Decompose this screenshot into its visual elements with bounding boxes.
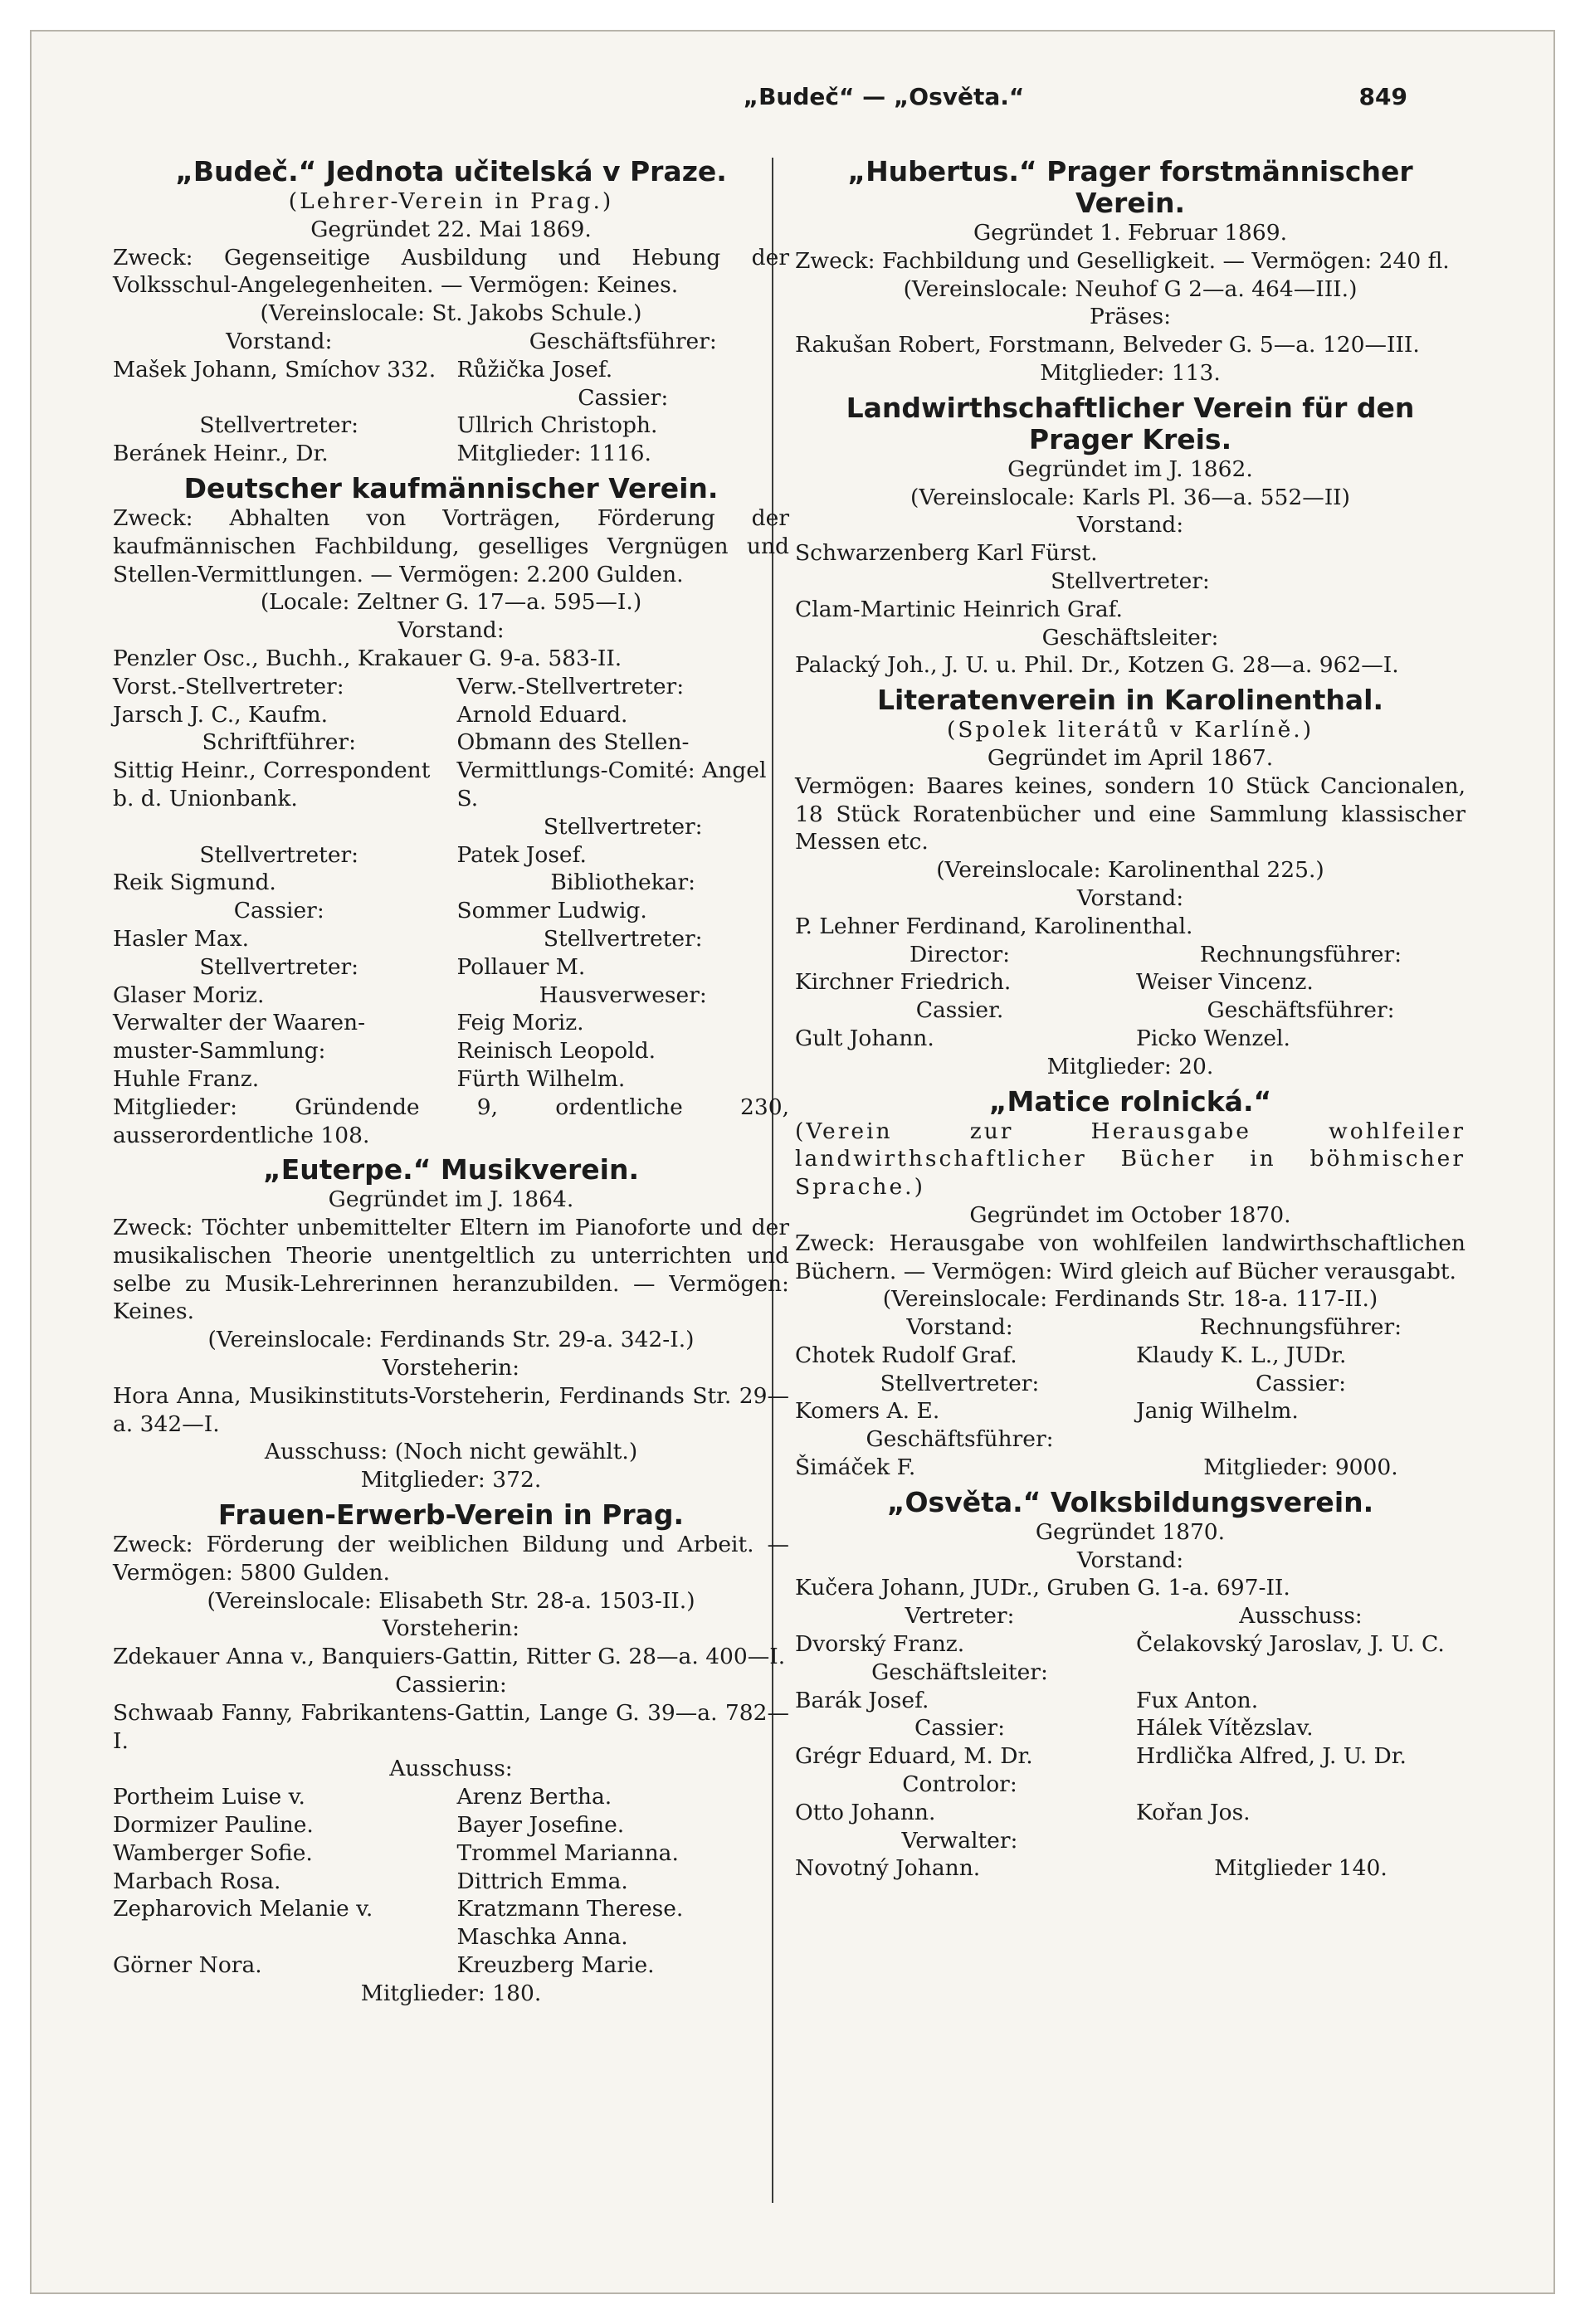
entry-title: „Osvěta.“ Volksbildungsverein.	[886, 1485, 1374, 1518]
entry-person: Rakušan Robert, Forstmann, Belveder G. 5—a. 120—III.	[795, 332, 1420, 358]
table-row	[113, 440, 789, 468]
entry-title: Deutscher kaufmännischer Verein.	[183, 471, 719, 504]
cell-right: Trommel Marianna.	[456, 1839, 679, 1866]
table-row	[113, 1839, 789, 1868]
cell-right: Mitglieder 140.	[1214, 1855, 1387, 1882]
cell-left	[113, 384, 446, 412]
entry-person: Zdekauer Anna v., Banquiers-Gattin, Ritter G. 28—a. 400—I.	[113, 1644, 786, 1670]
entry-mitglieder: Mitglieder: 372.	[360, 1467, 542, 1493]
cell-left: Wamberger Sofie.	[113, 1839, 313, 1866]
cell-right: Fürth Wilhelm.	[456, 1065, 626, 1092]
cell-right: Janig Wilhelm.	[1136, 1398, 1299, 1425]
table-row	[113, 925, 789, 953]
cell-right: Kratzmann Therese. Maschka Anna.	[456, 1896, 684, 1951]
table-row	[113, 1811, 789, 1839]
cell-left: Zepharovich Melanie v.	[113, 1896, 373, 1922]
cell-right: Feig Moriz.	[456, 1010, 584, 1036]
cell-right: Verw.-Stellvertreter:	[456, 673, 685, 699]
vorstand-label: Vorstand:	[1076, 884, 1184, 911]
table-row	[113, 953, 789, 982]
vorstand-label: Vorstand:	[1076, 512, 1184, 538]
entry-title: Landwirthschaftlicher Verein für den Prager Kreis.	[846, 391, 1415, 456]
cell-right: Hausverweser:	[539, 982, 707, 1008]
table-row	[795, 1313, 1466, 1342]
entry-title: „Budeč.“ Jednota učitelská v Praze.	[175, 155, 727, 188]
entry-subtitle: (Lehrer-Verein in Prag.)	[288, 188, 614, 214]
entry-person: Hora Anna, Musikinstituts-Vorsteherin, Ferdinands Str. 29—a. 342—I.	[113, 1382, 789, 1437]
cell-left: muster-Sammlung:	[113, 1038, 326, 1065]
cell-right: Hálek Vítězslav.	[1136, 1715, 1314, 1742]
table-row	[795, 1025, 1466, 1053]
cell-left: Stellvertreter:	[199, 412, 359, 439]
entry-founded: Gegründet 22. Mai 1869.	[310, 216, 592, 242]
running-title: „Budeč“ — „Osvěta.“	[743, 83, 1025, 110]
entry-title: Literatenverein in Karolinenthal.	[877, 684, 1383, 717]
cell-left: Vertreter:	[905, 1603, 1015, 1630]
cell-right: Stellvertreter:	[543, 925, 703, 952]
vorsteherin-label: Vorsteherin:	[382, 1355, 520, 1381]
entry-title: „Hubertus.“ Prager forstmännischer Verein.	[847, 155, 1413, 219]
cell-right: Stellvertreter:	[543, 813, 703, 840]
table-row	[795, 1370, 1466, 1398]
stellvertreter-label: Stellvertreter:	[1051, 568, 1210, 594]
cell-left	[113, 813, 446, 841]
entry-mitglieder: Mitglieder: Gründende 9, ordentliche 230, ausserordentliche 108.	[113, 1094, 789, 1148]
table-row	[113, 841, 789, 870]
cell-right: Hrdlička Alfred, J. U. Dr.	[1136, 1743, 1407, 1770]
cell-right: Reinisch Leopold.	[456, 1038, 656, 1065]
cell-left: Stellvertreter:	[880, 1370, 1040, 1396]
entry-locale: (Vereinslocale: Karolinenthal 225.)	[936, 857, 1324, 884]
cell-right: Fux Anton.	[1136, 1687, 1259, 1713]
cell-right: Sommer Ludwig.	[456, 898, 647, 924]
ausschuss-line: Ausschuss: (Noch nicht gewählt.)	[264, 1439, 638, 1465]
cell-right: Obmann des Stellen-	[456, 729, 690, 756]
entry-subtitle: (Spolek literátů v Karlíně.)	[946, 717, 1314, 743]
table-row	[113, 328, 789, 356]
cell-left: Huhle Franz.	[113, 1065, 260, 1092]
cell-right: Geschäftsführer:	[529, 328, 717, 354]
table-row	[795, 968, 1466, 996]
table-row	[113, 1895, 789, 1951]
cell-left: Grégr Eduard, M. Dr.	[795, 1743, 1033, 1770]
entry-title: „Euterpe.“ Musikverein.	[263, 1153, 639, 1186]
cell-right: Čelakovský Jaroslav, J. U. C.	[1136, 1631, 1445, 1658]
cell-left: Mašek Johann, Smíchov 332.	[113, 356, 436, 382]
entry-founded: Gegründet 1870.	[1035, 1518, 1226, 1545]
cell-left: Dvorský Franz.	[795, 1631, 965, 1658]
table-row	[795, 1630, 1466, 1659]
cell-right: Růžička Josef.	[456, 356, 613, 382]
cell-left: Reik Sigmund.	[113, 870, 276, 896]
cell-right: Cassier:	[1255, 1370, 1347, 1396]
ausschuss-label: Ausschuss:	[389, 1756, 513, 1782]
cell-left: Kirchner Friedrich.	[795, 969, 1012, 996]
table-row	[795, 1714, 1466, 1742]
entry-title: Frauen-Erwerb-Verein in Prag.	[217, 1498, 685, 1532]
cell-left: Schriftführer:	[202, 729, 357, 756]
cell-left: Glaser Moriz.	[113, 982, 265, 1008]
cell-right: Rechnungsführer:	[1199, 941, 1402, 967]
cell-left: Verwalter der Waaren-	[113, 1010, 366, 1036]
table-row	[113, 1951, 789, 1980]
cell-right: Picko Wenzel.	[1136, 1025, 1290, 1051]
entry-person: Schwaab Fanny, Fabrikantens-Gattin, Lange G. 39—a. 782—I.	[113, 1699, 789, 1754]
table-row	[113, 412, 789, 440]
table-row	[795, 996, 1466, 1025]
entry-locale: (Vereinslocale: Ferdinands Str. 29-a. 342-I.)	[207, 1327, 695, 1353]
entry-mitglieder: Mitglieder: 113.	[1040, 359, 1221, 386]
cell-left: Cassier:	[914, 1715, 1006, 1742]
entry-person: P. Lehner Ferdinand, Karolinenthal.	[795, 913, 1193, 939]
cell-right	[1124, 1827, 1466, 1855]
table-row	[113, 1037, 789, 1065]
cell-right: Cassier:	[578, 384, 669, 411]
table-row	[795, 1854, 1466, 1883]
table-row	[795, 1827, 1466, 1855]
cell-left: Director:	[909, 941, 1011, 967]
cell-right: Weiser Vincenz.	[1136, 969, 1314, 996]
vorstand-label: Vorstand:	[397, 617, 505, 644]
cassierin-label: Cassierin:	[395, 1672, 507, 1698]
entry-person: Penzler Osc., Buchh., Krakauer G. 9-a. 583-II.	[113, 645, 622, 671]
table-row	[113, 1009, 789, 1037]
cell-left: Jarsch J. C., Kaufm.	[113, 701, 329, 728]
table-row	[113, 1065, 789, 1094]
cell-right: Ullrich Christoph.	[456, 412, 658, 439]
cell-left: Chotek Rudolf Graf.	[795, 1342, 1017, 1368]
cell-left: Geschäftsleiter:	[871, 1659, 1048, 1685]
entry-person: Schwarzenberg Karl Fürst.	[795, 540, 1098, 567]
entry-locale: (Vereinslocale: Ferdinands Str. 18-a. 117-II.)	[882, 1286, 1378, 1313]
entry-locale: (Vereinslocale: Elisabeth Str. 28-a. 1503-II.)	[207, 1587, 695, 1614]
entry-literatenverein	[795, 685, 1466, 1080]
cell-left: Sittig Heinr., Correspondent b. d. Unionbank.	[113, 758, 431, 811]
table-row	[795, 1771, 1466, 1799]
entry-budec	[113, 156, 789, 468]
entry-frauen-erwerb	[113, 1499, 789, 2008]
cell-right: Arenz Bertha.	[456, 1784, 612, 1810]
cell-left: Vorst.-Stellvertreter:	[113, 673, 344, 699]
cell-left: Gult Johann.	[795, 1025, 934, 1051]
cell-left: Šimáček F.	[795, 1454, 916, 1481]
page-number: 849	[1358, 83, 1407, 110]
table-row	[795, 1397, 1466, 1425]
right-column	[795, 156, 1466, 1883]
entry-zweck: Zweck: Herausgabe von wohlfeilen landwirthschaftlichen Büchern. — Vermögen: Wird gleich auf Bücher verausgabt.	[795, 1230, 1466, 1284]
table-row	[113, 701, 789, 729]
entry-locale: (Vereinslocale: St. Jakobs Schule.)	[260, 300, 642, 327]
entry-locale: (Vereinslocale: Neuhof G 2—a. 464—III.)	[903, 275, 1358, 302]
cell-right	[1124, 1659, 1466, 1687]
cell-left: Stellvertreter:	[199, 841, 359, 868]
entry-founded: Gegründet 1. Februar 1869.	[973, 220, 1288, 246]
cell-right: Geschäftsführer:	[1207, 997, 1395, 1024]
table-row	[795, 1342, 1466, 1370]
entry-founded: Gegründet im J. 1864.	[328, 1186, 574, 1213]
cell-left: Stellvertreter:	[199, 953, 359, 980]
entry-deutscher-verein	[113, 473, 789, 1149]
document-page	[30, 30, 1555, 2294]
geschaeftsleiter-label: Geschäftsleiter:	[1041, 624, 1219, 650]
cell-right: Vermittlungs-Comité: Angel S.	[456, 758, 767, 811]
entry-osveta	[795, 1487, 1466, 1883]
cell-right: Kreuzberg Marie.	[456, 1952, 655, 1979]
entry-locale: (Vereinslocale: Karls Pl. 36—a. 552—II)	[910, 484, 1350, 510]
entry-zweck: Zweck: Gegenseitige Ausbildung und Hebung der Volksschul-Angelegenheiten. — Vermögen: Keines.	[113, 244, 789, 299]
table-row	[795, 1799, 1466, 1827]
entry-zweck: Zweck: Töchter unbemittelter Eltern im Pianoforte und der musikalischen Theorie unentgeltlich zu unterrichten und selbe zu Musik-Lehrerinnen heranzubilden. — Vermögen: Keines.	[113, 1215, 789, 1325]
entry-mitglieder: Mitglieder: 180.	[360, 1980, 542, 2006]
entry-mitglieder: Mitglieder: 20.	[1046, 1053, 1214, 1079]
table-row	[113, 813, 789, 841]
cell-left: Geschäftsführer:	[866, 1426, 1054, 1453]
cell-left: Cassier:	[233, 898, 324, 924]
cell-right: Dittrich Emma.	[456, 1868, 628, 1894]
cell-left: Novotný Johann.	[795, 1855, 981, 1882]
table-row	[113, 384, 789, 412]
cell-left: Vorstand:	[906, 1314, 1013, 1341]
cell-right: Mitglieder: 9000.	[1203, 1454, 1398, 1481]
entry-person: Palacký Joh., J. U. u. Phil. Dr., Kotzen G. 28—a. 962—I.	[795, 652, 1399, 679]
cell-right: Klaudy K. L., JUDr.	[1136, 1342, 1347, 1368]
cell-left: Hasler Max.	[113, 925, 250, 952]
vorstand-label: Vorstand:	[1076, 1547, 1184, 1573]
cell-left: Verwalter:	[901, 1827, 1018, 1854]
cell-right: Patek Josef.	[456, 841, 587, 868]
entry-person: Clam-Martinic Heinrich Graf.	[795, 596, 1123, 622]
table-row	[795, 1454, 1466, 1482]
entry-subtitle: (Verein zur Herausgabe wohlfeiler landwirthschaftlicher Bücher in böhmischer Sprache.)	[795, 1118, 1466, 1201]
cell-right	[1124, 1771, 1466, 1799]
entry-vermoegen: Vermögen: Baares keines, sondern 10 Stück Cancionalen, 18 Stück Roratenbücher und eine Sammlung klassischer Messen etc.	[795, 772, 1466, 855]
entry-zweck: Zweck: Abhalten von Vorträgen, Förderung der kaufmännischen Fachbildung, geselliges Vergnügen und Stellen-Vermittlungen. — Vermögen: 2.200 Gulden.	[113, 504, 789, 587]
cell-left: Barák Josef.	[795, 1687, 929, 1713]
entry-matice-rolnicka	[795, 1086, 1466, 1482]
table-row	[113, 757, 789, 813]
entry-founded: Gegründet im J. 1862.	[1007, 456, 1253, 482]
cell-left: Otto Johann.	[795, 1799, 936, 1825]
table-row	[113, 673, 789, 701]
cell-left: Vorstand:	[226, 328, 333, 354]
table-row	[795, 1742, 1466, 1771]
cell-right: Ausschuss:	[1239, 1603, 1363, 1630]
cell-right: Bibliothekar:	[550, 870, 696, 896]
table-row	[113, 897, 789, 925]
table-row	[795, 1425, 1466, 1454]
cell-right: Arnold Eduard.	[456, 701, 628, 728]
table-row	[795, 1687, 1466, 1715]
vorsteherin-label: Vorsteherin:	[382, 1615, 520, 1642]
praeses-label: Präses:	[1089, 304, 1172, 330]
table-row	[795, 1602, 1466, 1630]
entry-locale: (Locale: Zeltner G. 17—a. 595—I.)	[260, 589, 642, 616]
table-row	[795, 941, 1466, 969]
page-header	[32, 83, 1553, 124]
entry-founded: Gegründet im October 1870.	[969, 1201, 1291, 1228]
cell-left: Portheim Luise v.	[113, 1784, 305, 1810]
cell-left: Dormizer Pauline.	[113, 1812, 314, 1839]
cell-right: Mitglieder: 1116.	[456, 441, 651, 467]
left-column	[113, 156, 789, 2008]
entry-person: Kučera Johann, JUDr., Gruben G. 1-a. 697-II.	[795, 1575, 1290, 1601]
entry-founded: Gegründet im April 1867.	[987, 744, 1274, 771]
table-row	[113, 728, 789, 757]
table-row	[113, 356, 789, 384]
cell-left: Beránek Heinr., Dr.	[113, 441, 329, 467]
entry-title: „Matice rolnická.“	[988, 1084, 1272, 1118]
cell-right: Pollauer M.	[456, 953, 586, 980]
table-row	[113, 869, 789, 897]
cell-left: Controlor:	[902, 1771, 1017, 1798]
cell-right: Bayer Josefine.	[456, 1812, 625, 1839]
cell-right: Rechnungsführer:	[1199, 1314, 1402, 1341]
cell-right: Kořan Jos.	[1136, 1799, 1251, 1825]
table-row	[795, 1659, 1466, 1687]
entry-zweck: Zweck: Fachbildung und Geselligkeit. — Vermögen: 240 fl.	[795, 247, 1450, 274]
entry-landwirthschaftlicher-verein	[795, 392, 1466, 680]
cell-left: Komers A. E.	[795, 1398, 940, 1425]
cell-right	[1124, 1425, 1466, 1454]
table-row	[113, 1868, 789, 1896]
entry-hubertus	[795, 156, 1466, 387]
table-row	[113, 982, 789, 1010]
entry-euterpe	[113, 1154, 789, 1494]
cell-left: Görner Nora.	[113, 1952, 262, 1979]
cell-left: Cassier.	[915, 997, 1004, 1024]
cell-left: Marbach Rosa.	[113, 1868, 281, 1894]
table-row	[113, 1783, 789, 1811]
entry-zweck: Zweck: Förderung der weiblichen Bildung und Arbeit. — Vermögen: 5800 Gulden.	[113, 1532, 789, 1586]
